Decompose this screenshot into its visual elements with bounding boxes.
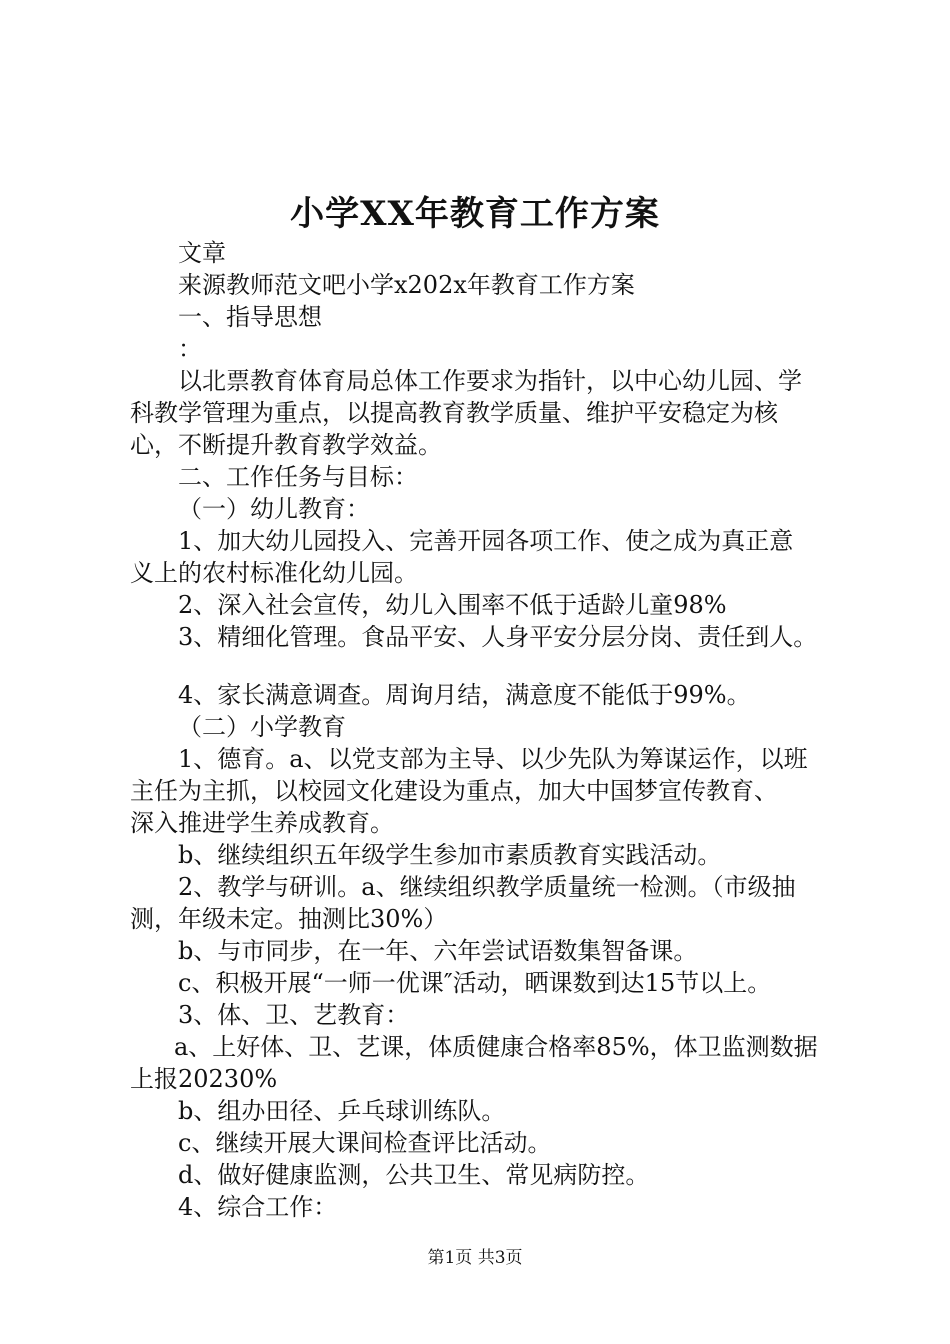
page-footer: 第1页 共3页: [427, 1248, 523, 1268]
paragraph-line: 2、深入社会宣传，幼儿入围率不低于适龄儿童98%: [178, 591, 727, 619]
paragraph-line: ：: [178, 335, 202, 363]
paragraph-line: b、继续组织五年级学生参加市素质教育实践活动。: [178, 841, 722, 869]
paragraph-line: 文章: [178, 239, 226, 267]
paragraph-line: 义上的农村标准化幼儿园。: [130, 559, 418, 587]
paragraph-line: 4、综合工作：: [178, 1193, 338, 1221]
paragraph-line: 来源教师范文吧小学x202x年教育工作方案: [178, 271, 635, 299]
paragraph-line: c、继续开展大课间检查评比活动。: [178, 1129, 552, 1157]
paragraph-line: 2、教学与研训。a、继续组织教学质量统一检测。（市级抽: [178, 873, 796, 901]
paragraph-line: 深入推进学生养成教育。: [130, 809, 394, 837]
paragraph-line: 3、体、卫、艺教育：: [178, 1001, 410, 1029]
paragraph-line: 心，不断提升教育教学效益。: [130, 431, 442, 459]
paragraph-line: a、上好体、卫、艺课，体质健康合格率85%，体卫监测数据: [174, 1033, 818, 1061]
paragraph-line: d、做好健康监测，公共卫生、常见病防控。: [178, 1161, 650, 1189]
paragraph-line: 科教学管理为重点，以提高教育教学质量、维护平安稳定为核: [130, 399, 778, 427]
paragraph-line: 1、加大幼儿园投入、完善开园各项工作、使之成为真正意: [178, 527, 794, 555]
paragraph-line: 主任为主抓，以校园文化建设为重点，加大中国梦宣传教育、: [130, 777, 778, 805]
paragraph-line: 3、精细化管理。食品平安、人身平安分层分岗、责任到人。: [178, 623, 818, 651]
subsection-heading: （二）小学教育: [178, 713, 346, 741]
paragraph-line: b、组办田径、乒乓球训练队。: [178, 1097, 506, 1125]
paragraph-line: b、与市同步，在一年、六年尝试语数集智备课。: [178, 937, 698, 965]
paragraph-line: 测，年级未定。抽测比30%）: [130, 905, 448, 933]
section-heading: 一、指导思想: [178, 303, 322, 331]
paragraph-line: 上报20230%: [130, 1065, 278, 1093]
paragraph-line: 1、德育。a、以党支部为主导、以少先队为筹谋运作，以班: [178, 745, 808, 773]
paragraph-line: 以北票教育体育局总体工作要求为指针，以中心幼儿园、学: [178, 367, 802, 395]
paragraph-line: 4、家长满意调查。周询月结，满意度不能低于99%。: [178, 681, 751, 709]
paragraph-line: c、积极开展“一师一优课″活动，晒课数到达15节以上。: [178, 969, 772, 997]
document-title: 小学XX年教育工作方案: [290, 194, 660, 234]
section-heading: 二、工作任务与目标：: [178, 463, 418, 491]
subsection-heading: （一）幼儿教育：: [178, 495, 370, 523]
